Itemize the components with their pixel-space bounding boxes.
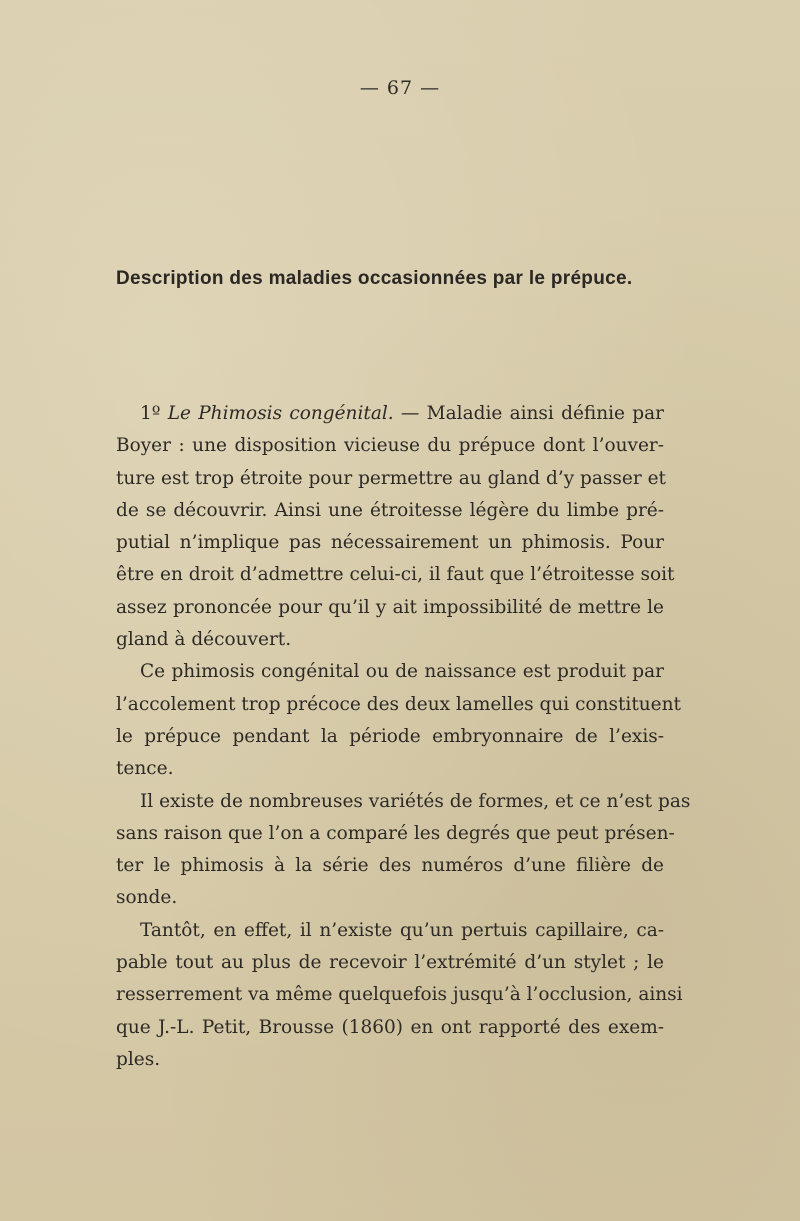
text-line: ter le phimosis à la série des numéros d’une filière de (116, 855, 664, 877)
text-line: ture est trop étroite pour permettre au gland d’y passer et (116, 467, 666, 489)
text-line: pable tout au plus de recevoir l’extrémité d’un stylet ; le (116, 952, 664, 974)
text-line: que J.-L. Petit, Brousse (1860) en ont rapporté des exem- (116, 1016, 664, 1038)
text-line: être en droit d’admettre celui-ci, il faut que l’étroitesse soit (116, 564, 675, 586)
text-line: l’accolement trop précoce des deux lamelles qui constituent (116, 693, 681, 715)
text-line: gland à découvert. (116, 629, 292, 651)
text-line: ples. (116, 1048, 161, 1070)
text-line: sonde. (116, 887, 178, 909)
text-line: assez prononcée pour qu’il y ait impossibilité de mettre le (116, 596, 664, 618)
body-text (116, 398, 691, 1076)
text-line: sans raison que l’on a comparé les degrés que peut présen- (116, 822, 675, 844)
text-line: Il existe de nombreuses variétés de formes, et ce n’est pas (140, 790, 691, 812)
text-line: le prépuce pendant la période embryonnaire de l’exis- (116, 725, 664, 747)
text-line: Ce phimosis congénital ou de naissance est produit par (140, 661, 664, 683)
list-marker: 1º (140, 403, 168, 424)
text-line: putial n’implique pas nécessairement un phimosis. Pour (116, 532, 664, 554)
section-heading: Description des maladies occasionnées par le prépuce. (116, 268, 633, 289)
text-line: de se découvrir. Ainsi une étroitesse légère du limbe pré- (116, 499, 664, 521)
page-number: — 67 — (359, 77, 441, 99)
text-line: Boyer : une disposition vicieuse du prépuce dont l’ouver- (116, 435, 664, 457)
text-line: tence. (116, 758, 174, 780)
entry-title: Le Phimosis congénital. (167, 403, 394, 424)
text-line: Tantôt, en effet, il n’existe qu’un pertuis capillaire, ca- (140, 919, 664, 941)
text-line: 1º Le Phimosis congénital. — Maladie ainsi définie par (140, 403, 664, 424)
text-line: resserrement va même quelquefois jusqu’à l’occlusion, ainsi (116, 984, 683, 1006)
